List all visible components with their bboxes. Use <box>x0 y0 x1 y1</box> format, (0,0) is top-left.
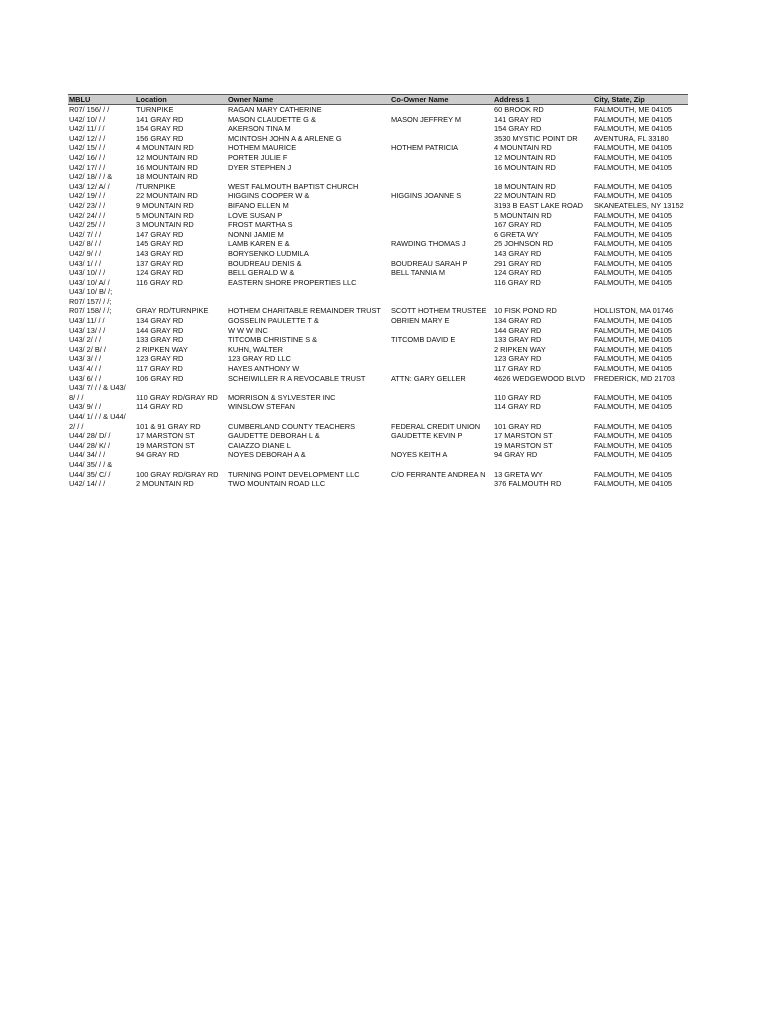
location-cell: 12 MOUNTAIN RD <box>136 152 198 162</box>
co-owner-name-cell: FEDERAL CREDIT UNION <box>391 421 481 431</box>
location-cell: 2 MOUNTAIN RD <box>136 479 194 489</box>
table-row <box>68 191 688 201</box>
city-state-zip-cell: FALMOUTH, ME 04105 <box>594 421 673 431</box>
city-state-zip-cell: FALMOUTH, ME 04105 <box>594 392 673 402</box>
address-cell: 143 GRAY RD <box>494 248 542 258</box>
table-row <box>68 412 688 422</box>
mblu-cell: U43/ 10/ B/ /; <box>69 287 113 297</box>
location-cell: 137 GRAY RD <box>136 258 184 268</box>
table-row <box>68 422 688 432</box>
location-cell: 5 MOUNTAIN RD <box>136 210 194 220</box>
location-cell: 2 RIPKEN WAY <box>136 344 188 354</box>
city-state-zip-cell: FALMOUTH, ME 04105 <box>594 325 673 335</box>
table-row <box>68 278 688 288</box>
table-row <box>68 316 688 326</box>
co-owner-name-cell <box>390 230 493 240</box>
owner-name-cell: RAGAN MARY CATHERINE <box>228 105 322 114</box>
owner-name-cell <box>227 460 390 470</box>
location-cell: 117 GRAY RD <box>136 364 183 374</box>
co-owner-name-cell <box>390 220 493 230</box>
city-state-zip-cell: FALMOUTH, ME 04105 <box>594 316 673 326</box>
header-mblu: MBLU <box>68 95 135 105</box>
location-cell: 147 GRAY RD <box>136 229 184 239</box>
co-owner-name-cell <box>390 182 493 192</box>
owner-name-cell: W W W INC <box>228 325 268 335</box>
city-state-zip-cell <box>593 412 688 422</box>
mblu-cell: U44/ 28/ K/ / <box>69 440 111 450</box>
co-owner-name-cell <box>390 287 493 297</box>
location-cell: 156 GRAY RD <box>136 133 184 143</box>
owner-name-cell: CUMBERLAND COUNTY TEACHERS <box>228 421 356 431</box>
address-cell <box>493 383 593 393</box>
city-state-zip-cell: FALMOUTH, ME 04105 <box>594 431 673 441</box>
co-owner-name-cell <box>390 402 493 412</box>
owner-name-cell: 123 GRAY RD LLC <box>228 354 291 364</box>
owner-name-cell: HOTHEM CHARITABLE REMAINDER TRUST <box>228 306 381 316</box>
owner-name-cell: WEST FALMOUTH BAPTIST CHURCH <box>228 181 359 191</box>
mblu-cell: U44/ 35/ C/ / <box>69 469 111 479</box>
mblu-cell: U43/ 2/ / / <box>69 335 102 345</box>
mblu-cell: 8/ / / <box>69 392 84 402</box>
address-cell <box>493 412 593 422</box>
location-cell: 17 MARSTON ST <box>136 431 195 441</box>
city-state-zip-cell: FALMOUTH, ME 04105 <box>594 229 673 239</box>
location-cell: 22 MOUNTAIN RD <box>136 191 198 201</box>
owner-name-cell: GAUDETTE DEBORAH L & <box>228 431 320 441</box>
city-state-zip-cell: FALMOUTH, ME 04105 <box>594 479 673 489</box>
co-owner-name-cell <box>390 383 493 393</box>
co-owner-name-cell: RAWDING THOMAS J <box>391 239 466 249</box>
location-cell: 100 GRAY RD/GRAY RD <box>136 469 219 479</box>
header-owner-name: Owner Name <box>227 95 390 105</box>
co-owner-name-cell <box>390 354 493 364</box>
header-address-1: Address 1 <box>493 95 593 105</box>
header-city-state-zip: City, State, Zip <box>593 95 688 105</box>
table-row <box>68 450 688 460</box>
owner-name-cell: BIFANO ELLEN M <box>228 200 289 210</box>
owner-name-cell: TWO MOUNTAIN ROAD LLC <box>228 479 326 489</box>
city-state-zip-cell: FALMOUTH, ME 04105 <box>594 335 673 345</box>
table-row <box>68 115 688 125</box>
mblu-cell: U44/ 34/ / / <box>69 450 106 460</box>
co-owner-name-cell <box>390 105 493 115</box>
table-row <box>68 201 688 211</box>
header-location: Location <box>135 95 227 105</box>
location-cell: 94 GRAY RD <box>136 450 180 460</box>
owner-name-cell: LAMB KAREN E & <box>228 239 290 249</box>
city-state-zip-cell: FALMOUTH, ME 04105 <box>594 364 673 374</box>
co-owner-name-cell <box>390 211 493 221</box>
location-cell: 101 & 91 GRAY RD <box>136 421 201 431</box>
address-cell: 167 GRAY RD <box>494 220 542 230</box>
mblu-cell: U43/ 9/ / / <box>69 402 102 412</box>
table-row <box>68 364 688 374</box>
co-owner-name-cell: MASON JEFFREY M <box>391 114 462 124</box>
co-owner-name-cell: HIGGINS JOANNE S <box>391 191 462 201</box>
table-row <box>68 383 688 393</box>
address-cell: 2 RIPKEN WAY <box>494 344 546 354</box>
address-cell: 101 GRAY RD <box>494 421 542 431</box>
co-owner-name-cell <box>390 134 493 144</box>
table-row <box>68 402 688 412</box>
co-owner-name-cell <box>390 393 493 403</box>
mblu-cell: U42/ 8/ / / <box>69 239 102 249</box>
owner-name-cell <box>227 172 390 182</box>
location-cell <box>135 287 227 297</box>
co-owner-name-cell: TITCOMB DAVID E <box>391 335 456 345</box>
mblu-cell: U42/ 18/ / / & <box>69 172 113 182</box>
table-row <box>68 163 688 173</box>
city-state-zip-cell: FALMOUTH, ME 04105 <box>594 105 673 114</box>
co-owner-name-cell: NOYES KEITH A <box>391 450 448 460</box>
address-cell: 19 MARSTON ST <box>494 440 553 450</box>
co-owner-name-cell <box>390 297 493 307</box>
address-cell: 18 MOUNTAIN RD <box>494 181 556 191</box>
table-row <box>68 211 688 221</box>
co-owner-name-cell <box>390 278 493 288</box>
owner-name-cell: EASTERN SHORE PROPERTIES LLC <box>228 277 357 287</box>
table-row <box>68 441 688 451</box>
table-row <box>68 374 688 384</box>
location-cell: 144 GRAY RD <box>136 325 184 335</box>
location-cell: /TURNPIKE <box>136 181 176 191</box>
owner-name-cell: AKERSON TINA M <box>228 124 291 134</box>
mblu-cell: U42/ 19/ / / <box>69 191 106 201</box>
property-owner-list <box>68 94 688 489</box>
location-cell: 133 GRAY RD <box>136 335 184 345</box>
mblu-cell: U42/ 23/ / / <box>69 200 106 210</box>
co-owner-name-cell <box>390 364 493 374</box>
location-cell: 19 MARSTON ST <box>136 440 195 450</box>
table-row <box>68 172 688 182</box>
location-cell: 124 GRAY RD <box>136 268 184 278</box>
co-owner-name-cell <box>390 412 493 422</box>
location-cell: 18 MOUNTAIN RD <box>136 172 198 182</box>
table-row <box>68 470 688 480</box>
table-row <box>68 287 688 297</box>
location-cell: 114 GRAY RD <box>136 402 183 412</box>
location-cell: 134 GRAY RD <box>136 316 184 326</box>
city-state-zip-cell <box>593 287 688 297</box>
address-cell: 22 MOUNTAIN RD <box>494 191 556 201</box>
table-row <box>68 268 688 278</box>
owner-name-cell: HOTHEM MAURICE <box>228 143 297 153</box>
city-state-zip-cell: SKANEATELES, NY 13152 <box>594 200 684 210</box>
city-state-zip-cell: FALMOUTH, ME 04105 <box>594 152 673 162</box>
owner-name-cell: DYER STEPHEN J <box>228 162 292 172</box>
header-row <box>68 95 688 105</box>
city-state-zip-cell: FALMOUTH, ME 04105 <box>594 143 673 153</box>
location-cell: 143 GRAY RD <box>136 248 184 258</box>
owner-table <box>68 94 688 489</box>
address-cell <box>493 287 593 297</box>
mblu-cell: U42/ 16/ / / <box>69 152 106 162</box>
city-state-zip-cell: FALMOUTH, ME 04105 <box>594 354 673 364</box>
mblu-cell: U43/ 6/ / / <box>69 373 102 383</box>
mblu-cell: U42/ 7/ / / <box>69 229 102 239</box>
mblu-cell: U42/ 12/ / / <box>69 133 106 143</box>
city-state-zip-cell: FALMOUTH, ME 04105 <box>594 469 673 479</box>
mblu-cell: U43/ 11/ / / <box>69 316 105 326</box>
location-cell <box>135 383 227 393</box>
city-state-zip-cell <box>593 297 688 307</box>
mblu-cell: U43/ 7/ / / & U43/ <box>69 383 126 393</box>
location-cell: 110 GRAY RD/GRAY RD <box>136 392 218 402</box>
co-owner-name-cell: BOUDREAU SARAH P <box>391 258 468 268</box>
address-cell: 114 GRAY RD <box>494 402 541 412</box>
co-owner-name-cell <box>390 172 493 182</box>
city-state-zip-cell: FALMOUTH, ME 04105 <box>594 402 673 412</box>
owner-name-cell: BELL GERALD W & <box>228 268 295 278</box>
address-cell: 25 JOHNSON RD <box>494 239 554 249</box>
mblu-cell: U42/ 9/ / / <box>69 248 102 258</box>
location-cell: TURNPIKE <box>136 105 174 114</box>
co-owner-name-cell <box>390 345 493 355</box>
co-owner-name-cell <box>390 124 493 134</box>
city-state-zip-cell <box>593 383 688 393</box>
location-cell: 9 MOUNTAIN RD <box>136 200 194 210</box>
table-row <box>68 143 688 153</box>
city-state-zip-cell: FALMOUTH, ME 04105 <box>594 220 673 230</box>
mblu-cell: U42/ 10/ / / <box>69 114 106 124</box>
location-cell <box>135 460 227 470</box>
co-owner-name-cell <box>390 479 493 489</box>
location-cell: GRAY RD/TURNPIKE <box>136 306 209 316</box>
mblu-cell: R07/ 158/ / /; <box>69 306 112 316</box>
owner-name-cell: KUHN, WALTER <box>228 344 284 354</box>
city-state-zip-cell: FALMOUTH, ME 04105 <box>594 344 673 354</box>
address-cell: 4 MOUNTAIN RD <box>494 143 552 153</box>
address-cell: 124 GRAY RD <box>494 268 542 278</box>
address-cell: 123 GRAY RD <box>494 354 542 364</box>
mblu-cell: U44/ 35/ / / & <box>69 459 113 469</box>
address-cell: 13 GRETA WY <box>494 469 543 479</box>
mblu-cell: U42/ 11/ / / <box>69 124 105 134</box>
address-cell: 291 GRAY RD <box>494 258 542 268</box>
co-owner-name-cell: C/O FERRANTE ANDREA N <box>391 469 486 479</box>
address-cell: 3193 B EAST LAKE ROAD <box>494 200 584 210</box>
mblu-cell: U43/ 10/ A/ / <box>69 277 110 287</box>
address-cell: 154 GRAY RD <box>494 124 542 134</box>
mblu-cell: U43/ 2/ B/ / <box>69 344 106 354</box>
address-cell: 60 BROOK RD <box>494 105 544 114</box>
table-row <box>68 153 688 163</box>
location-cell <box>135 412 227 422</box>
city-state-zip-cell: AVENTURA, FL 33180 <box>594 133 669 143</box>
mblu-cell: U43/ 4/ / / <box>69 364 102 374</box>
mblu-cell: U43/ 3/ / / <box>69 354 102 364</box>
table-row <box>68 460 688 470</box>
table-row <box>68 335 688 345</box>
city-state-zip-cell: FALMOUTH, ME 04105 <box>594 210 673 220</box>
owner-name-cell: SCHEIWILLER R A REVOCABLE TRUST <box>228 373 366 383</box>
location-cell: 154 GRAY RD <box>136 124 184 134</box>
city-state-zip-cell <box>593 460 688 470</box>
co-owner-name-cell <box>390 441 493 451</box>
co-owner-name-cell <box>390 163 493 173</box>
location-cell: 116 GRAY RD <box>136 277 183 287</box>
address-cell <box>493 297 593 307</box>
owner-name-cell <box>227 297 390 307</box>
city-state-zip-cell: FALMOUTH, ME 04105 <box>594 162 673 172</box>
co-owner-name-cell: GAUDETTE KEVIN P <box>391 431 463 441</box>
table-row <box>68 354 688 364</box>
co-owner-name-cell <box>390 326 493 336</box>
city-state-zip-cell: FREDERICK, MD 21703 <box>594 373 675 383</box>
table-row <box>68 182 688 192</box>
city-state-zip-cell: FALMOUTH, ME 04105 <box>594 268 673 278</box>
address-cell: 10 FISK POND RD <box>494 306 557 316</box>
city-state-zip-cell: FALMOUTH, ME 04105 <box>594 124 673 134</box>
owner-name-cell: TURNING POINT DEVELOPMENT LLC <box>228 469 360 479</box>
address-cell: 117 GRAY RD <box>494 364 541 374</box>
location-cell: 16 MOUNTAIN RD <box>136 162 198 172</box>
co-owner-name-cell: ATTN: GARY GELLER <box>391 373 466 383</box>
city-state-zip-cell: FALMOUTH, ME 04105 <box>594 248 673 258</box>
table-row <box>68 220 688 230</box>
city-state-zip-cell: FALMOUTH, ME 04105 <box>594 258 673 268</box>
table-row <box>68 239 688 249</box>
location-cell: 4 MOUNTAIN RD <box>136 143 194 153</box>
table-row <box>68 431 688 441</box>
address-cell: 12 MOUNTAIN RD <box>494 152 556 162</box>
address-cell: 376 FALMOUTH RD <box>494 479 562 489</box>
mblu-cell: U42/ 17/ / / <box>69 162 106 172</box>
mblu-cell: U44/ 28/ D/ / <box>69 431 111 441</box>
city-state-zip-cell <box>593 172 688 182</box>
address-cell <box>493 172 593 182</box>
location-cell: 106 GRAY RD <box>136 373 184 383</box>
address-cell: 94 GRAY RD <box>494 450 538 460</box>
co-owner-name-cell <box>390 201 493 211</box>
address-cell: 4626 WEDGEWOOD BLVD <box>494 373 586 383</box>
mblu-cell: U42/ 24/ / / <box>69 210 106 220</box>
mblu-cell: U42/ 14/ / / <box>69 479 106 489</box>
location-cell: 123 GRAY RD <box>136 354 184 364</box>
owner-name-cell: MCINTOSH JOHN A & ARLENE G <box>228 133 342 143</box>
address-cell: 17 MARSTON ST <box>494 431 553 441</box>
co-owner-name-cell <box>390 153 493 163</box>
owner-name-cell <box>227 412 390 422</box>
owner-name-cell: WINSLOW STEFAN <box>228 402 295 412</box>
city-state-zip-cell: FALMOUTH, ME 04105 <box>594 277 673 287</box>
mblu-cell: 2/ / / <box>69 421 84 431</box>
address-cell: 6 GRETA WY <box>494 229 539 239</box>
location-cell <box>135 297 227 307</box>
table-row <box>68 306 688 316</box>
table-row <box>68 105 688 115</box>
mblu-cell: R07/ 156/ / / <box>69 105 110 114</box>
table-row <box>68 345 688 355</box>
owner-name-cell: PORTER JULIE F <box>228 152 288 162</box>
location-cell: 3 MOUNTAIN RD <box>136 220 194 230</box>
owner-name-cell <box>227 383 390 393</box>
co-owner-name-cell: SCOTT HOTHEM TRUSTEE <box>391 306 487 316</box>
mblu-cell: U43/ 1/ / / <box>69 258 102 268</box>
owner-name-cell: BOUDREAU DENIS & <box>228 258 302 268</box>
co-owner-name-cell <box>390 460 493 470</box>
city-state-zip-cell: FALMOUTH, ME 04105 <box>594 191 673 201</box>
mblu-cell: R07/ 157/ / /; <box>69 296 112 306</box>
mblu-cell: U43/ 12/ A/ / <box>69 181 110 191</box>
owner-name-cell: BORYSENKO LUDMILA <box>228 248 309 258</box>
co-owner-name-cell <box>390 249 493 259</box>
table-row <box>68 230 688 240</box>
owner-name-cell: GOSSELIN PAULETTE T & <box>228 316 319 326</box>
address-cell: 141 GRAY RD <box>494 114 542 124</box>
header-co-owner-name: Co-Owner Name <box>390 95 493 105</box>
co-owner-name-cell: BELL TANNIA M <box>391 268 446 278</box>
owner-name-cell: TITCOMB CHRISTINE S & <box>228 335 318 345</box>
owner-name-cell <box>227 287 390 297</box>
table-row <box>68 259 688 269</box>
table-row <box>68 326 688 336</box>
table-row <box>68 393 688 403</box>
owner-name-cell: MORRISON & SYLVESTER INC <box>228 392 336 402</box>
city-state-zip-cell: HOLLISTON, MA 01746 <box>594 306 674 316</box>
owner-name-cell: HAYES ANTHONY W <box>228 364 300 374</box>
table-row <box>68 124 688 134</box>
co-owner-name-cell: OBRIEN MARY E <box>391 316 450 326</box>
owner-name-cell: NONNI JAMIE M <box>228 229 284 239</box>
owner-name-cell: NOYES DEBORAH A & <box>228 450 306 460</box>
owner-name-cell: CAIAZZO DIANE L <box>228 440 291 450</box>
table-row <box>68 249 688 259</box>
owner-name-cell: LOVE SUSAN P <box>228 210 283 220</box>
address-cell: 3530 MYSTIC POINT DR <box>494 133 578 143</box>
mblu-cell: U42/ 25/ / / <box>69 220 106 230</box>
address-cell: 16 MOUNTAIN RD <box>494 162 556 172</box>
location-cell: 145 GRAY RD <box>136 239 184 249</box>
address-cell: 144 GRAY RD <box>494 325 542 335</box>
table-row <box>68 479 688 489</box>
mblu-cell: U43/ 13/ / / <box>69 325 106 335</box>
mblu-cell: U44/ 1/ / / & U44/ <box>69 412 126 421</box>
city-state-zip-cell: FALMOUTH, ME 04105 <box>594 114 673 124</box>
address-cell: 5 MOUNTAIN RD <box>494 210 552 220</box>
address-cell: 134 GRAY RD <box>494 316 542 326</box>
city-state-zip-cell: FALMOUTH, ME 04105 <box>594 181 673 191</box>
mblu-cell: U43/ 10/ / / <box>69 268 106 278</box>
co-owner-name-cell: HOTHEM PATRICIA <box>391 143 459 153</box>
city-state-zip-cell: FALMOUTH, ME 04105 <box>594 440 673 450</box>
address-cell <box>493 460 593 470</box>
table-row <box>68 134 688 144</box>
owner-name-cell: FROST MARTHA S <box>228 220 293 230</box>
address-cell: 110 GRAY RD <box>494 392 541 402</box>
city-state-zip-cell: FALMOUTH, ME 04105 <box>594 239 673 249</box>
address-cell: 133 GRAY RD <box>494 335 542 345</box>
address-cell: 116 GRAY RD <box>494 277 541 287</box>
owner-name-cell: HIGGINS COOPER W & <box>228 191 310 201</box>
mblu-cell: U42/ 15/ / / <box>69 143 106 153</box>
table-row <box>68 297 688 307</box>
location-cell: 141 GRAY RD <box>136 114 184 124</box>
city-state-zip-cell: FALMOUTH, ME 04105 <box>594 450 673 460</box>
owner-name-cell: MASON CLAUDETTE G & <box>228 114 316 124</box>
